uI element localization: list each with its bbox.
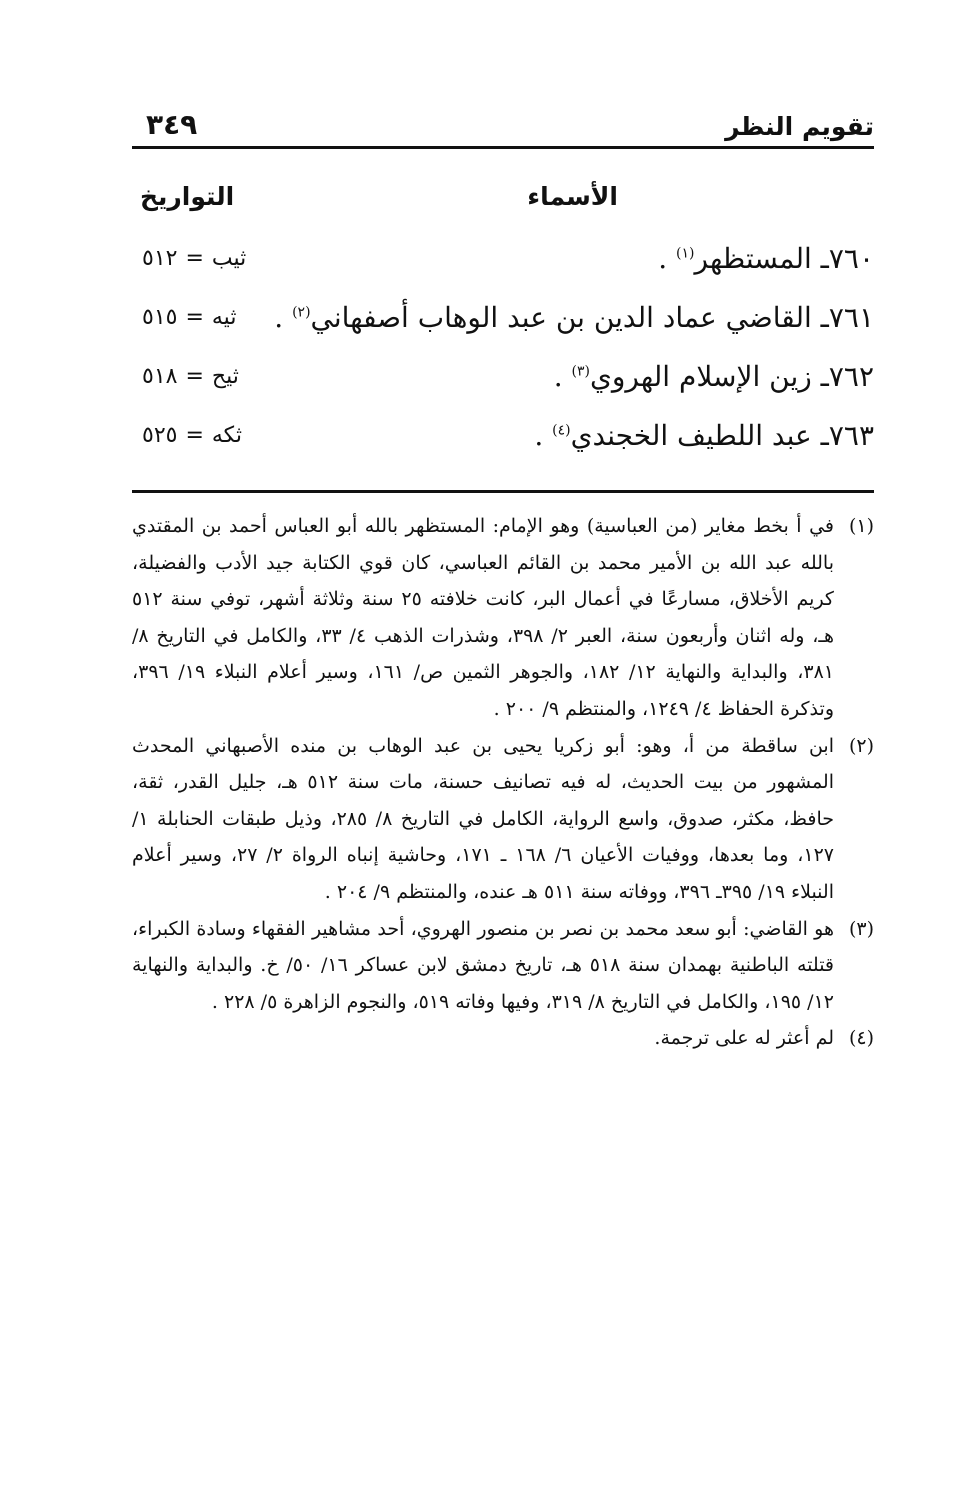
footnote-text: ابن ساقطة من أ، وهو: أبو زكريا يحيى بن عبد الوهاب بن منده الأصبهاني المحدث المشهور من بيت الحديث، له فيه تصانيف حسنة، مات سنة ٥١٢ هـ، جليل القدر، ثقة، حافظ، مكثر، صدوق، واسع الرواية، الكامل في التاريخ ٨/ ٢٨٥، وذيل طبقات الحنابلة ١/ ١٢٧، وما بعدها، ووفيات الأعيان ٦/ ١٦٨ ـ ١٧١، وحاشية إنباه الرواة ٢/ ٢٧، وسير أعلام النبلاء ١٩/ ٣٩٥ـ ٣٩٦، ووفاته سنة ٥١١ هـ عنده، والمنتظم ٩/ ٢٠٤ . [132, 734, 834, 903]
entry-date: ثيه=٥١٥ [142, 305, 237, 330]
date-code: ثيب [211, 246, 247, 271]
footnote-reference: (٣) [571, 363, 590, 380]
header-rule [132, 146, 874, 149]
entry-name: ٧٦٠ـ المستظهر$^{(١)}$ . [658, 242, 874, 275]
table-row [132, 407, 874, 466]
table-row [132, 230, 874, 289]
running-title: تقويم النظر [725, 112, 874, 141]
entry-date: ثيح=٥١٨ [142, 364, 239, 389]
page-number: ٣٤٩ [146, 108, 198, 141]
footnotes-section [132, 508, 874, 1057]
entry-name: ٧٦١ـ القاضي عماد الدين بن عبد الوهاب أصفهاني$^{(٢)}$ . [274, 301, 874, 334]
footnote-text: في أ بخط مغاير (من العباسية) وهو الإمام: المستظهر بالله أبو العباس أحمد بن المقتدي بالله عبد الله بن الأمير محمد بن القائم العباسي، كان قوي الكتابة جيد الأدب والفضيلة، كريم الأخلاق، مسارعًا في أعمال البر، كانت خلافته ٢٥ سنة وثلاثة أشهر، توفي سنة ٥١٢ هـ، وله اثنان وأربعون سنة، العبر ٢/ ٣٩٨، وشذرات الذهب ٤/ ٣٣، والكامل في التاريخ ٨/ ٣٨١، والبداية والنهاية ١٢/ ١٨٢، والجوهر الثمين ص/ ١٦١، وسير أعلام النبلاء ١٩/ ٣٩٦، وتذكرة الحفاظ ٤/ ١٢٤٩، والمنتظم ٩/ ٢٠٠ . [132, 515, 834, 720]
footnote-reference: (٢) [292, 304, 311, 321]
date-code: ثيح [211, 364, 239, 389]
names-dates-table [132, 178, 874, 466]
date-code: ثيه [211, 305, 237, 330]
entry-name: ٧٦٣ـ عبد اللطيف الخجندي$^{(٤)}$ . [534, 419, 874, 452]
footnote-rule [132, 490, 874, 493]
footnote-2 [132, 728, 874, 911]
column-header-names: الأسماء [527, 182, 618, 211]
date-year: ٥٢٥ [142, 423, 178, 448]
table-header [132, 178, 874, 230]
footnote-3 [132, 911, 874, 1021]
footnote-number: (٣) [848, 917, 874, 940]
date-year: ٥١٥ [142, 305, 178, 330]
entry-date: ثكه=٥٢٥ [142, 423, 242, 448]
footnote-number: (٤) [848, 1027, 874, 1050]
footnote-4 [132, 1020, 874, 1057]
footnote-text: هو القاضي: أبو سعد محمد بن نصر بن منصور الهروي، أحد مشاهير الفقهاء وسادة الكبراء، قتلته الباطنية بهمدان سنة ٥١٨ هـ، تاريخ دمشق لابن عساكر ١٦/ ٥٠/ خ. والبداية والنهاية ١٢/ ١٩٥، والكامل في التاريخ ٨/ ٣١٩، وفيها وفاته ٥١٩، والنجوم الزاهرة ٥/ ٢٢٨ . [132, 917, 835, 1013]
entry-name: ٧٦٢ـ زين الإسلام الهروي$^{(٣)}$ . [553, 360, 874, 393]
date-year: ٥١٢ [142, 246, 178, 271]
footnote-number: (١) [848, 515, 874, 537]
running-header [132, 106, 874, 146]
column-header-dates: التواريخ [140, 182, 235, 211]
footnote-reference: (١) [676, 245, 695, 262]
date-code: ثكه [211, 423, 242, 448]
entry-date: ثيب=٥١٢ [142, 246, 247, 271]
footnote-reference: (٤) [552, 422, 571, 439]
date-year: ٥١٨ [142, 364, 178, 389]
footnote-text: لم أعثر له على ترجمة. [654, 1027, 834, 1050]
table-row [132, 348, 874, 407]
footnote-number: (٢) [848, 734, 874, 757]
footnote-1 [132, 508, 874, 728]
table-row [132, 289, 874, 348]
